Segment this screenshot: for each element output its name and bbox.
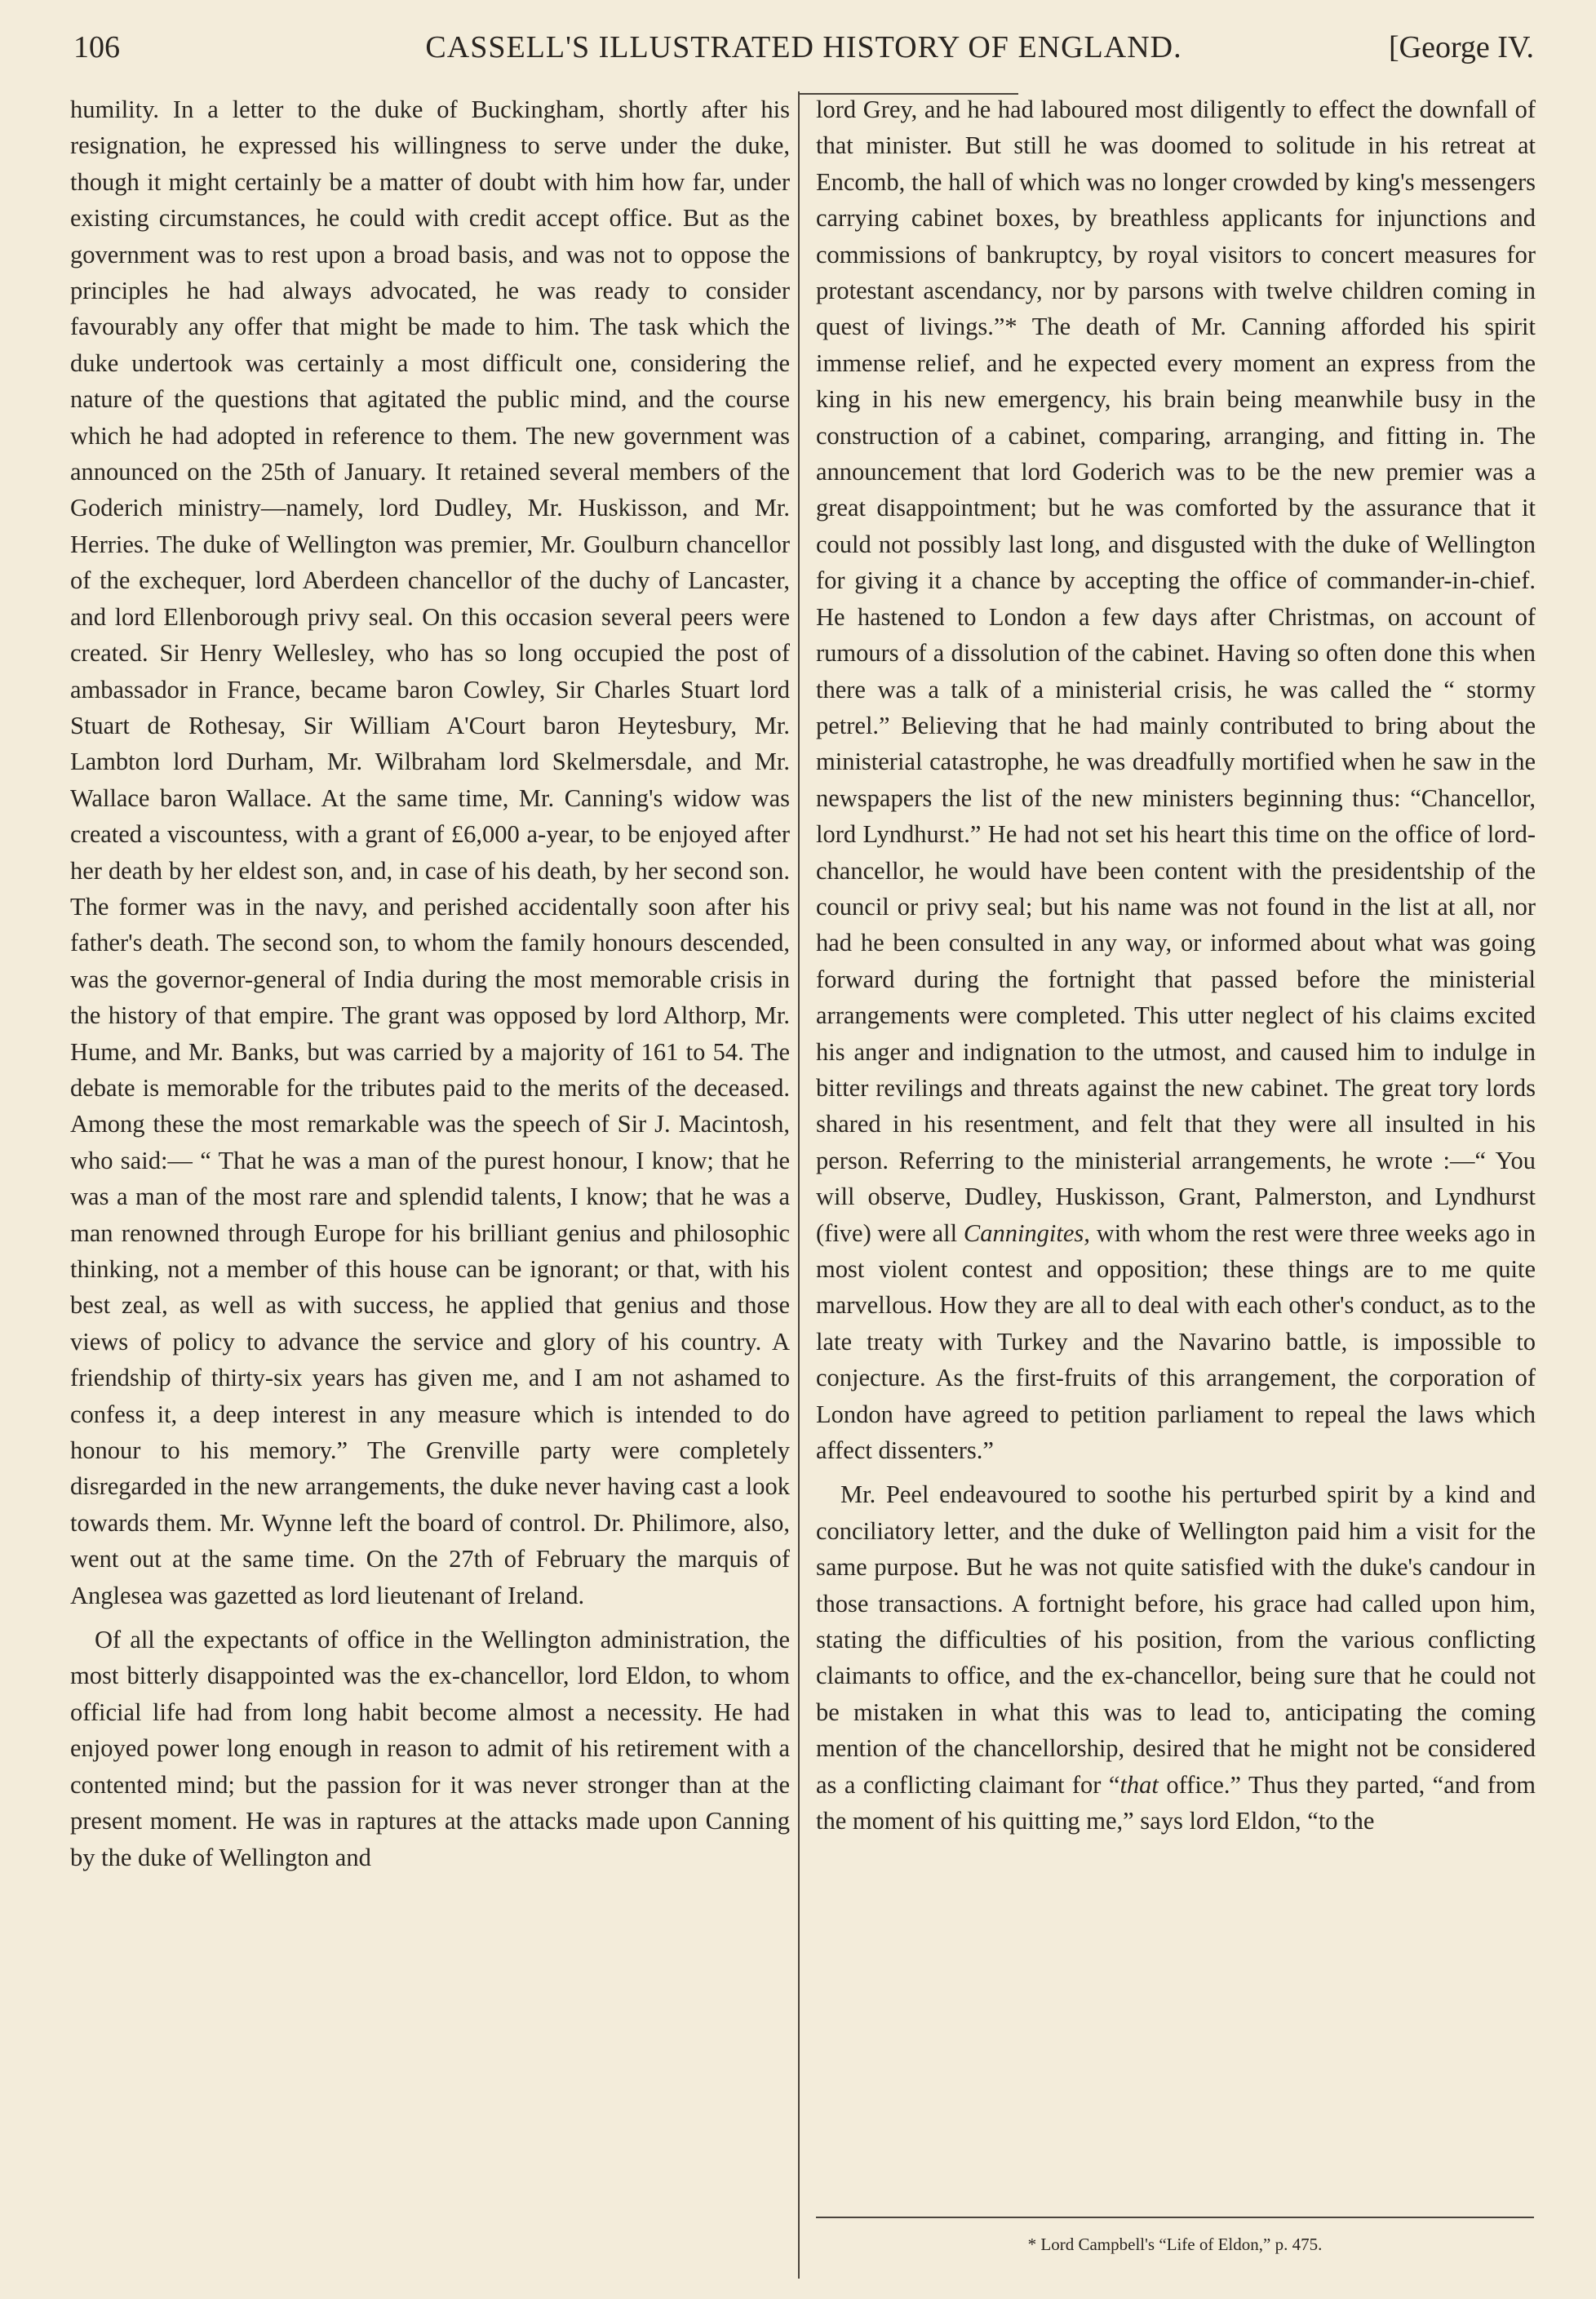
- footnote: * Lord Campbell's “Life of Eldon,” p. 475.: [1027, 2235, 1323, 2254]
- right-paragraph-1-text-cont: with whom the rest were three weeks ago in most violent contest and opposition; these things are to me quite marvellous. How they are all to deal with each other's conduct, as to the late treaty with Turkey and the Navarino battle, is impossible to conjecture. As the first-fruits of this arrangement, the corporation of London have agreed to petition parliament to repeal the laws which affect dissenters.”: [816, 1218, 1536, 1465]
- right-paragraph-1-text: lord Grey, and he had laboured most diligently to effect the downfall of that minister. But still he was doomed to solitude in his retreat at Encomb, the hall of which was no longer crowded by king's messengers carrying cabinet boxes, by breathless applicants for injunctions and commissions of bankruptcy, by royal visitors to concert measures for protestant ascendancy, nor by parsons with twelve children coming in quest of livings.”* The death of Mr. Canning afforded his spirit immense relief, and he expected every moment an express from the king in his new emergency, his brain being meanwhile busy in the construction of a cabinet, comparing, arranging, and fitting in. The announcement that lord Goderich was to be the new premier was a great disappointment; but he was comforted by the assurance that it could not possibly last long, and disgusted with the duke of Wellington for giving it a chance by accepting the office of commander-in-chief. He hastened to London a few days after Christmas, on account of rumours of a dissolution of the cabinet. Having so often done this when there was a talk of a ministerial crisis, he was called the “ stormy petrel.” Believing that he had mainly contributed to bring about the ministerial catastrophe, he was dreadfully mortified when he saw in the newspapers the list of the new ministers beginning thus: “Chancellor, lord Lyndhurst.” He had not set his heart this time on the office of lord-chancellor, he would have been content with the presidentship of the council or privy seal; but his name was not found in the list at all, nor had he been consulted in any way, or informed about what was going forward during the fortnight that passed before the ministerial arrangements were completed. This utter neglect of his claims excited his anger and indignation to the utmost, and caused him to indulge in bitter revilings and threats against the new cabinet. The great tory lords shared in his resentment, and felt that they were all insulted in his person. Referring to the ministerial arrangements, he wrote :—“ You will observe, Dudley, Huskisson, Grant, Palmerston, and Lyndhurst (five) were all: [816, 95, 1536, 1247]
- running-title: CASSELL'S ILLUSTRATED HISTORY OF ENGLAND.: [425, 30, 1182, 64]
- right-column: [816, 91, 1536, 2181]
- footnote-rule: [816, 2217, 1534, 2218]
- reign-label: [George IV.: [1389, 30, 1534, 64]
- right-paragraph-1: [816, 91, 1536, 1468]
- right-paragraph-1-italic: Canningites,: [963, 1218, 1090, 1247]
- left-column: [70, 91, 790, 2279]
- left-paragraph-1: humility. In a letter to the duke of Buckingham, shortly after his resignation, he expressed his willingness to serve under the duke, though it might certainly be a matter of doubt with him how far, under existing circumstances, he could with credit accept office. But as the government was to rest upon a broad basis, and was not to oppose the principles he had always advocated, he was ready to consider favourably any offer that might be made to him. The task which the duke undertook was certainly a most difficult one, considering the nature of the questions that agitated the public mind, and the course which he had adopted in reference to them. The new government was announced on the 25th of January. It retained several members of the Goderich ministry—namely, lord Dudley, Mr. Huskisson, and Mr. Herries. The duke of Wellington was premier, Mr. Goulburn chancellor of the exchequer, lord Aberdeen chancellor of the duchy of Lancaster, and lord Ellenborough privy seal. On this occasion several peers were created. Sir Henry Wellesley, who has so long occupied the post of ambassador in France, became baron Cowley, Sir Charles Stuart lord Stuart de Rothesay, Sir William A'Court baron Heytesbury, Mr. Lambton lord Durham, Mr. Wilbraham lord Skelmersdale, and Mr. Wallace baron Wallace. At the same time, Mr. Canning's widow was created a viscountess, with a grant of £6,000 a-year, to be enjoyed after her death by her eldest son, and, in case of his death, by her second son. The former was in the navy, and perished accidentally soon after his father's death. The second son, to whom the family honours descended, was the governor-general of India during the most memorable crisis in the history of that empire. The grant was opposed by lord Althorp, Mr. Hume, and Mr. Banks, but was carried by a majority of 161 to 54. The debate is memorable for the tributes paid to the merits of the deceased. Among these the most remarkable was the speech of Sir J. Macintosh, who said:— “ That he was a man of the purest honour, I know; that he was a man of the most rare and splendid talents, I know; that he was a man renowned through Europe for his brilliant genius and philosophic thinking, not a member of this house can be ignorant; or that, with his best zeal, as well as with success, he applied that genius and those views of policy to advance the service and glory of his country. A friendship of thirty-six years has given me, and I am not ashamed to confess it, a deep interest in any measure which is intended to do honour to his memory.” The Grenville party were completely disregarded in the new arrangements, the duke never having cast a look towards them. Mr. Wynne left the board of control. Dr. Philimore, also, went out at the same time. On the 27th of February the marquis of Anglesea was gazetted as lord lieutenant of Ireland.: [70, 95, 790, 1609]
- right-paragraph-2: [816, 1476, 1536, 1839]
- column-divider: [798, 91, 800, 2279]
- right-paragraph-2-text: Mr. Peel endeavoured to soothe his perturbed spirit by a kind and conciliatory letter, and the duke of Wellington paid him a visit for the same purpose. But he was not quite satisfied with the duke's candour in those transactions. A fortnight before, his grace had called upon him, stating the difficulties of his position, from the various conflicting claimants to office, and the ex-chancellor, being sure that he could not be mistaken in what this was to lead to, anticipating the coming mention of the chancellorship, desired that he might not be considered as a conflicting claimant for “: [816, 1480, 1536, 1799]
- page-header: [73, 29, 1534, 78]
- right-paragraph-2-italic: that: [1119, 1770, 1159, 1799]
- left-paragraph-2: Of all the expectants of office in the Wellington administration, the most bitterly disappointed was the ex-chancellor, lord Eldon, to whom official life had from long habit become almost a necessity. He had enjoyed power long enough in reason to admit of his retirement with a contented mind; but the passion for it was never stronger than at the present moment. He was in raptures at the attacks made upon Canning by the duke of Wellington and: [70, 1626, 790, 1871]
- right-paragraph-2-text-cont: office.” Thus they parted, “and from the moment of his quitting me,” says lord Eldon, “to the: [816, 1770, 1536, 1835]
- page-number: 106: [73, 30, 120, 64]
